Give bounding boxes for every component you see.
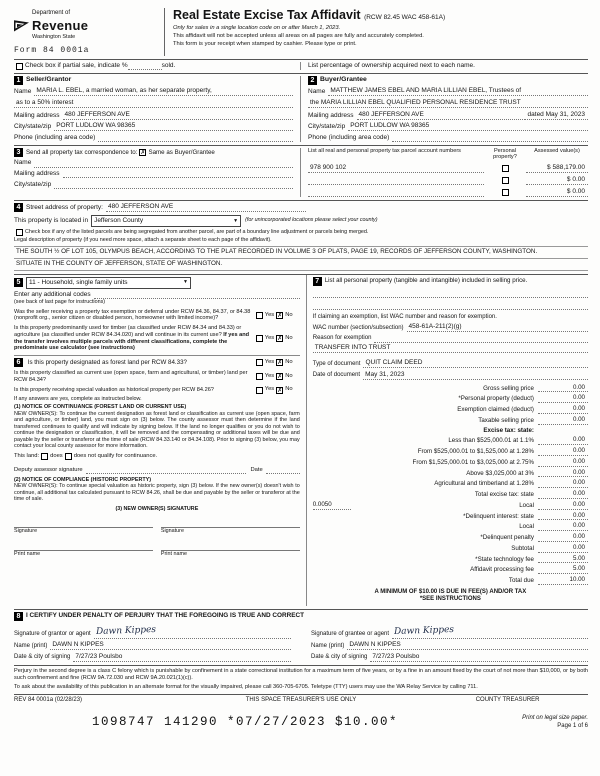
grantee-name-input[interactable]: DAWN N KIPPES bbox=[347, 641, 588, 650]
tax-line-label: Local bbox=[519, 523, 534, 531]
no-checkbox[interactable]: ✗ bbox=[277, 312, 283, 319]
land-use-section bbox=[14, 277, 300, 352]
treasurer-space-label: THIS SPACE TREASURER'S USE ONLY bbox=[245, 697, 357, 704]
bottom-area bbox=[14, 715, 588, 731]
buyer-section bbox=[301, 76, 588, 142]
tax-line-value[interactable]: 0.00 bbox=[538, 405, 588, 414]
print-notes bbox=[522, 715, 588, 730]
buyer-phone-input[interactable] bbox=[392, 134, 588, 142]
section-6-number: 6 bbox=[14, 358, 23, 367]
seller-phone-label: Phone (including area code) bbox=[14, 133, 96, 141]
tax-line-label: Above $3,025,000 at 3% bbox=[466, 469, 534, 477]
tax-line-label: *Delinquent interest: state bbox=[463, 512, 534, 520]
no-checkbox[interactable]: ✗ bbox=[277, 336, 283, 343]
grantor-signature-input[interactable] bbox=[94, 626, 291, 638]
use-code-select-value: 11 - Household, single family units bbox=[29, 278, 128, 286]
street-address-label: Street address of property: bbox=[26, 204, 103, 212]
legal-description-input[interactable]: THE SOUTH ½ OF LOT 105, OLYMPUS BEACH, ACCORDING TO THE PLAT RECORDED IN VOLUME 3 OF PLATS, PAGE 19, RECORDS OF JEFFERSON COUNTY, WASHINGTON. bbox=[14, 247, 588, 259]
no-label: No bbox=[285, 373, 293, 380]
buyer-mailing-input[interactable]: 480 JEFFERSON AVE bbox=[357, 111, 525, 120]
tax-line-label: Affidavit processing fee bbox=[470, 566, 534, 574]
document-date-input[interactable]: May 31, 2023 bbox=[363, 371, 588, 380]
seller-heading: Seller/Grantor bbox=[26, 76, 72, 83]
buyer-mailing-label: Mailing address bbox=[308, 111, 354, 119]
partial-sale-label: Check box if partial sale, indicate % bbox=[25, 61, 128, 69]
exemption-reason-input[interactable]: TRANSFER INTO TRUST bbox=[313, 344, 588, 353]
footer-row bbox=[14, 694, 588, 705]
document-type-label: Type of document bbox=[312, 360, 361, 367]
tax-line-value[interactable]: 0.00 bbox=[538, 384, 588, 393]
parcel-number-input[interactable] bbox=[308, 189, 484, 197]
deputy-date-label: Date bbox=[250, 466, 263, 473]
street-address-input[interactable]: 480 JEFFERSON AVE bbox=[106, 203, 306, 212]
seller-name-input[interactable]: MARIA L. EBEL, a married woman, as her separate property, bbox=[34, 87, 293, 96]
tax-line-label: *Personal property (deduct) bbox=[458, 395, 534, 403]
grantor-date-label: Date & city of signing bbox=[14, 654, 71, 661]
historic-property-question bbox=[14, 386, 300, 393]
tax-line-label: From $1,525,000.01 to $3,025,000 at 2.75% bbox=[412, 458, 534, 466]
signature-label: Signature bbox=[160, 528, 184, 535]
tax-line-value[interactable]: 0.00 bbox=[538, 544, 588, 553]
tax-column bbox=[307, 275, 588, 606]
does-not-checkbox[interactable] bbox=[65, 453, 72, 460]
seller-city-input[interactable]: PORT LUDLOW WA 98365 bbox=[54, 122, 293, 131]
grantee-signature-script: Dawn Kippes bbox=[393, 625, 455, 638]
rev-form-id: REV 84 0001a (02/28/23) bbox=[14, 697, 83, 704]
yes-label: Yes bbox=[264, 373, 275, 380]
tax-line-value[interactable]: 5.00 bbox=[538, 565, 588, 574]
form-title-rcw: (RCW 82.45 WAC 458-61A) bbox=[364, 14, 446, 21]
tax-line-label: *State technology fee bbox=[475, 555, 534, 563]
personal-property-input-2[interactable] bbox=[313, 301, 588, 310]
corr-name-label: Name bbox=[14, 159, 32, 167]
yes-checkbox[interactable] bbox=[256, 373, 263, 380]
predominant-use-question bbox=[14, 325, 300, 352]
current-use-question bbox=[14, 370, 300, 383]
question-text: Is this property designated as forest land per RCW 84.33? bbox=[27, 359, 187, 366]
correspondence-heading: Send all property tax correspondence to: bbox=[26, 148, 138, 156]
grantor-signature-label: Signature of grantor or agent bbox=[14, 631, 91, 638]
left-column bbox=[14, 275, 307, 606]
grantee-date-input[interactable]: 7/27/23 Poulsbo bbox=[370, 653, 588, 662]
tax-line-value[interactable]: 0.00 bbox=[538, 447, 588, 456]
tax-line-value[interactable]: 0.00 bbox=[538, 479, 588, 488]
buyer-city-input[interactable]: PORT LUDLOW WA 98365 bbox=[348, 122, 588, 131]
does-not-label: does not qualify for bbox=[73, 452, 123, 459]
dor-flag-icon bbox=[14, 19, 29, 32]
grantee-certification bbox=[301, 624, 588, 662]
if-any-yes-note: If any answers are yes, complete as instructed below. bbox=[14, 395, 142, 402]
same-as-buyer-label: Same as Buyer/Grantee bbox=[148, 148, 215, 156]
section-3-number: 3 bbox=[14, 148, 23, 157]
dor-logo bbox=[14, 8, 164, 56]
seller-name-label: Name bbox=[14, 88, 32, 96]
personal-property-checkbox[interactable] bbox=[502, 177, 509, 184]
legal-description-input-2[interactable]: SITUATE IN THE COUNTY OF JEFFERSON, STATE OF WASHINGTON. bbox=[14, 259, 588, 271]
print-name-label: Print name bbox=[160, 550, 187, 557]
tax-line-label: Gross selling price bbox=[483, 384, 534, 392]
tax-line-label: Subtotal bbox=[511, 544, 534, 552]
yes-checkbox[interactable] bbox=[256, 335, 263, 342]
no-checkbox[interactable]: ✗ bbox=[277, 374, 283, 381]
county-select-value: Jefferson County bbox=[94, 216, 144, 224]
segregated-note: Check box if any of the listed parcels are being segregated from another parcel, are part of a boundary line adjustment or parcels being merged. bbox=[25, 228, 369, 235]
tax-line-value[interactable]: 0.00 bbox=[538, 416, 588, 425]
buyer-trust-dated[interactable]: dated May 31, 2023 bbox=[525, 111, 588, 120]
notice-continuance-body: NEW OWNER(S): To continue the current designation as forest land or classification as current use (open space, farm and agriculture, or timber) land, you must sign on (3) below. The county assessor must then determine if the land transferred continues to qualify and will indicate by signing below. If the land no longer qualifies or you do not wish to continue the designation or classification, it will be removed and the compensating or additional taxes will be due and payable by the seller or transferor at the time of sale (RCW 84.33.140 or 84.34.108). Prior to signing (3) below, you may contact your local county assessor for more information. bbox=[14, 410, 300, 450]
buyer-city-label: City/state/zip bbox=[308, 123, 346, 131]
personal-property-heading: List all personal property (tangible and intangible) included in selling price. bbox=[324, 276, 528, 284]
no-checkbox[interactable]: ✗ bbox=[277, 387, 283, 394]
forest-land-section bbox=[14, 355, 300, 558]
correspondence-section bbox=[14, 148, 301, 197]
tax-line-value[interactable]: 5.00 bbox=[538, 555, 588, 564]
tax-line-value[interactable]: 0.00 bbox=[538, 436, 588, 445]
seller-mailing-input[interactable]: 480 JEFFERSON AVE bbox=[63, 111, 293, 120]
question-text: Was the seller receiving a property tax exemption or deferral under RCW 84.36, 84.37, or 84.38 (nonprofit org., senior citizen or disabled person, homeowner with limited income)? bbox=[14, 308, 251, 322]
tax-line-label: Local bbox=[519, 501, 534, 509]
grantee-name-label: Name (print) bbox=[311, 642, 345, 649]
located-in-label: This property is located in bbox=[14, 216, 89, 224]
buyer-name-label: Name bbox=[308, 88, 326, 96]
parties-section bbox=[14, 73, 588, 142]
section-1-number: 1 bbox=[14, 76, 23, 85]
tax-line-label: *Delinquent penalty bbox=[480, 534, 534, 542]
section-4-number: 4 bbox=[14, 203, 23, 212]
tax-line-label: Total excise tax: state bbox=[474, 491, 534, 499]
notice-compliance-title: (2) NOTICE OF COMPLIANCE (HISTORIC PROPERTY) bbox=[14, 476, 152, 483]
parcel-col-header: List all real and personal property tax parcel account numbers bbox=[308, 147, 461, 154]
grantor-certification bbox=[14, 624, 301, 662]
ownership-note: List percentage of ownership acquired next to each name. bbox=[308, 61, 475, 69]
county-note: (for unincorporated locations please select your county) bbox=[245, 217, 378, 224]
tax-line-value[interactable]: 0.00 bbox=[538, 394, 588, 403]
grantor-date-input[interactable]: 7/27/23 Poulsbo bbox=[73, 653, 291, 662]
personal-property-col-header: Personal property? bbox=[493, 147, 517, 161]
main-columns bbox=[14, 274, 588, 606]
county-treasurer-label: COUNTY TREASURER bbox=[475, 697, 540, 704]
yes-label: Yes bbox=[264, 386, 275, 393]
new-owner-print-name-input[interactable] bbox=[161, 542, 300, 551]
form-number: Form 84 0001a bbox=[14, 45, 90, 55]
no-checkbox[interactable]: ✗ bbox=[277, 359, 283, 366]
notice-continuance-title: (1) NOTICE OF CONTINUANCE (FOREST LAND OR CURRENT USE) bbox=[14, 404, 187, 411]
question-text bbox=[14, 325, 254, 352]
yes-checkbox[interactable] bbox=[256, 312, 263, 319]
no-label: No bbox=[285, 311, 293, 318]
exemption-reason-label: Reason for exemption bbox=[312, 335, 372, 342]
excise-tax-state-label: Excise tax: state: bbox=[483, 426, 534, 434]
brand-name: Revenue bbox=[32, 17, 89, 33]
seller-section bbox=[14, 76, 301, 142]
section-7-number: 7 bbox=[313, 277, 322, 286]
buyer-heading: Buyer/Grantee bbox=[320, 76, 367, 83]
tax-line-value[interactable]: 0.00 bbox=[538, 533, 588, 542]
document-type-input[interactable]: QUIT CLAIM DEED bbox=[363, 359, 588, 368]
header-note-2: This affidavit will not be accepted unless all areas on all pages are fully and accurately completed. bbox=[173, 32, 424, 39]
grantor-name-label: Name (print) bbox=[14, 642, 48, 649]
exemption-intro: If claiming an exemption, list WAC number and reason for exemption. bbox=[312, 313, 497, 320]
continuance-label: continuance. bbox=[124, 452, 158, 459]
deputy-assessor-label: Deputy assessor signature bbox=[14, 466, 83, 473]
tax-line-value[interactable]: 0.00 bbox=[538, 490, 588, 499]
partial-sale-checkbox[interactable] bbox=[16, 63, 23, 70]
parcel-number-input[interactable] bbox=[308, 177, 484, 185]
no-label: No bbox=[285, 358, 293, 365]
notice-compliance-body: NEW OWNER(S): To continue special valuation as historic property, sign (3) below. If the new owner(s) doesn't wish to continue, all additional tax calculated pursuant to RCW 84.26, shall be due and payable by the seller or transferor at the time of sale. bbox=[14, 483, 300, 503]
tax-line-value[interactable]: 0.00 bbox=[538, 512, 588, 521]
forest-land-question bbox=[14, 358, 300, 367]
tax-line-value[interactable]: 10.00 bbox=[538, 576, 588, 585]
assessed-value-input[interactable]: $ 0.00 bbox=[526, 188, 588, 197]
personal-property-checkbox[interactable] bbox=[502, 165, 509, 172]
additional-codes-input[interactable] bbox=[94, 291, 300, 299]
seller-phone-input[interactable] bbox=[98, 134, 293, 142]
section-2-number: 2 bbox=[308, 76, 317, 85]
form-header bbox=[14, 8, 588, 56]
tax-line-value[interactable]: 0.00 bbox=[538, 522, 588, 531]
question-text: Is this property classified as current use (open space, farm and agricultural, or timber) land per RCW 84.34? bbox=[14, 370, 248, 383]
tax-line-label: Taxable selling price bbox=[478, 416, 534, 424]
legal-description-box bbox=[14, 246, 588, 271]
parcel-row bbox=[308, 176, 588, 185]
assessed-value-input[interactable]: $ 0.00 bbox=[526, 176, 588, 185]
yes-checkbox[interactable] bbox=[256, 387, 263, 394]
local-rate-input[interactable]: 0.0050 bbox=[313, 501, 351, 510]
tax-line-label: Exemption claimed (deduct) bbox=[457, 406, 534, 414]
assessed-value-col-header: Assessed value(s) bbox=[534, 147, 580, 154]
grantee-date-label: Date & city of signing bbox=[311, 654, 368, 661]
tax-computation bbox=[313, 384, 588, 585]
section-8-number: 8 bbox=[14, 612, 23, 621]
wac-number-input[interactable]: 458-61A-211(2)(g) bbox=[407, 323, 588, 332]
print-name-label: Print name bbox=[14, 550, 41, 557]
property-section bbox=[14, 200, 588, 270]
use-code-select[interactable] bbox=[26, 277, 191, 289]
buyer-phone-label: Phone (including area code) bbox=[308, 133, 390, 141]
chevron-down-icon: ▼ bbox=[183, 279, 188, 286]
seller-mailing-label: Mailing address bbox=[14, 111, 60, 119]
dept-line-1: Department of bbox=[32, 10, 71, 16]
header-note-3: This form is your receipt when stamped by cashier. Please type or print. bbox=[173, 41, 357, 48]
correspondence-parcels-section bbox=[14, 145, 588, 197]
question-text-bold: If yes and the transfer involves multiple parcels with different classifications, complete the predominate use calculator (see instructions) bbox=[14, 331, 250, 352]
chevron-down-icon: ▼ bbox=[233, 217, 239, 224]
seller-name-input-2[interactable]: as to a 50% interest bbox=[14, 99, 293, 108]
corr-city-label: City/state/zip bbox=[14, 180, 52, 188]
question-text: Is this property receiving special valuation as historical property per RCW 84.26? bbox=[14, 386, 214, 393]
tax-line-value[interactable]: 0.00 bbox=[538, 458, 588, 467]
new-owner-signature-input[interactable] bbox=[161, 519, 300, 528]
buyer-name-input-2[interactable]: the MARIA LILLIAN EBEL QUALIFIED PERSONAL RESIDENCE TRUST bbox=[308, 99, 588, 108]
page-number: Page 1 of 6 bbox=[557, 722, 588, 729]
signature-label: Signature bbox=[14, 528, 38, 535]
parcel-table bbox=[301, 148, 588, 197]
grantee-signature-input[interactable] bbox=[392, 626, 588, 638]
new-owner-signature-input[interactable] bbox=[14, 519, 153, 528]
minimum-due-note: A MINIMUM OF $10.00 IS DUE IN FEE(S) AND/OR TAX bbox=[374, 588, 527, 595]
does-label: does bbox=[50, 452, 63, 459]
segregated-checkbox[interactable] bbox=[16, 229, 23, 236]
partial-percent-input[interactable] bbox=[128, 63, 162, 70]
corr-city-input[interactable] bbox=[54, 181, 293, 189]
personal-property-checkbox[interactable] bbox=[502, 189, 509, 196]
dept-line-2: Washington State bbox=[32, 33, 76, 40]
corr-mailing-input[interactable] bbox=[63, 170, 293, 178]
grantor-name-input[interactable]: DAWN N KIPPES bbox=[50, 641, 291, 650]
tax-line-value[interactable]: 0.00 bbox=[538, 501, 588, 510]
yes-checkbox[interactable] bbox=[256, 359, 263, 366]
new-owners-signature-title: (3) NEW OWNER(S) SIGNATURE bbox=[115, 505, 199, 512]
document-date-label: Date of document bbox=[312, 372, 361, 379]
does-checkbox[interactable] bbox=[41, 453, 48, 460]
no-label: No bbox=[285, 334, 293, 341]
header-note-1: Only for sales in a single location code on or after March 1, 2023. bbox=[173, 24, 341, 31]
yes-label: Yes bbox=[264, 334, 275, 341]
corr-mailing-label: Mailing address bbox=[14, 170, 60, 177]
parcel-number-input[interactable]: 978 900 102 bbox=[308, 164, 484, 173]
grantor-signature-script: Dawn Kippes bbox=[95, 625, 156, 638]
wac-number-label: WAC number (section/subsection) bbox=[312, 324, 404, 331]
additional-codes-label: Enter any additional codes bbox=[14, 291, 91, 299]
see-instructions-note: *SEE INSTRUCTIONS bbox=[419, 596, 481, 603]
sold-label: sold. bbox=[161, 61, 176, 69]
tax-line-label: Agricultural and timberland at 1.28% bbox=[434, 480, 534, 488]
seller-city-label: City/state/zip bbox=[14, 123, 52, 131]
tax-line-label: From $525,000.01 to $1,525,000 at 1.28% bbox=[417, 448, 534, 456]
this-land-label: This land: bbox=[14, 452, 40, 459]
yes-label: Yes bbox=[264, 311, 275, 318]
form-title: Real Estate Excise Tax Affidavit bbox=[173, 8, 361, 22]
certification-heading: I CERTIFY UNDER PENALTY OF PERJURY THAT THE FOREGOING IS TRUE AND CORRECT bbox=[26, 612, 305, 620]
question-text-normal: Is this property predominantly used for timber (as classified under RCW 84.34 and 84.33) or agriculture (as classified under RCW 84.34.020) and will continue in its current use? bbox=[14, 325, 242, 338]
deputy-assessor-signature-input[interactable] bbox=[86, 466, 247, 474]
no-label: No bbox=[285, 386, 293, 393]
personal-property-input[interactable] bbox=[313, 289, 588, 298]
print-size-note: Print on legal size paper. bbox=[522, 715, 588, 722]
tax-line-label: Less than $525,000.01 at 1.1% bbox=[448, 437, 534, 445]
perjury-notice: Perjury in the second degree is a class C felony which is punishable by confinement in a state correctional institution for a maximum term of five years, or by a fine in an amount fixed by the court of not more than $10,000, or by both such confinement and fine (RCW 9A.72.030 and RCW 9A.20.021(1)(c)). bbox=[14, 665, 588, 681]
partial-sale-row bbox=[14, 59, 588, 70]
county-select[interactable] bbox=[91, 215, 241, 227]
deputy-date-input[interactable] bbox=[266, 466, 300, 474]
corr-name-input[interactable] bbox=[34, 160, 293, 168]
parcel-row bbox=[308, 188, 588, 197]
buyer-name-input[interactable]: MATTHEW JAMES EBEL AND MARIA LILLIAN EBEL, Trustees of bbox=[328, 87, 588, 96]
new-owner-print-name-input[interactable] bbox=[14, 542, 153, 551]
parcel-row bbox=[308, 164, 588, 173]
section-5-number: 5 bbox=[14, 278, 23, 287]
grantee-signature-label: Signature of grantee or agent bbox=[311, 631, 390, 638]
title-block bbox=[164, 8, 588, 56]
tax-line-label: Total due bbox=[508, 577, 534, 585]
additional-codes-note: (see back of last page for instructions) bbox=[14, 299, 106, 306]
yes-label: Yes bbox=[264, 358, 275, 365]
tax-line-value[interactable]: 0.00 bbox=[538, 469, 588, 478]
exemption-deferral-question bbox=[14, 309, 300, 322]
cashier-receipt-stamp: 1098747 141290 *07/27/2023 $10.00* bbox=[92, 714, 399, 729]
certification-section bbox=[14, 609, 588, 662]
assessed-value-input[interactable]: $ 588,179.00 bbox=[526, 164, 588, 173]
legal-description-label: Legal description of property (if you need more space, attach a separate sheet to each page of the affidavit). bbox=[14, 237, 272, 244]
same-as-buyer-checkbox[interactable]: ✗ bbox=[140, 149, 146, 156]
alternate-format-notice: To ask about the availability of this publication in an alternate format for the visually impaired, please call 360-705-6705. Teletype (TTY) users may use the WA Relay Service by calling 711. bbox=[14, 684, 478, 691]
